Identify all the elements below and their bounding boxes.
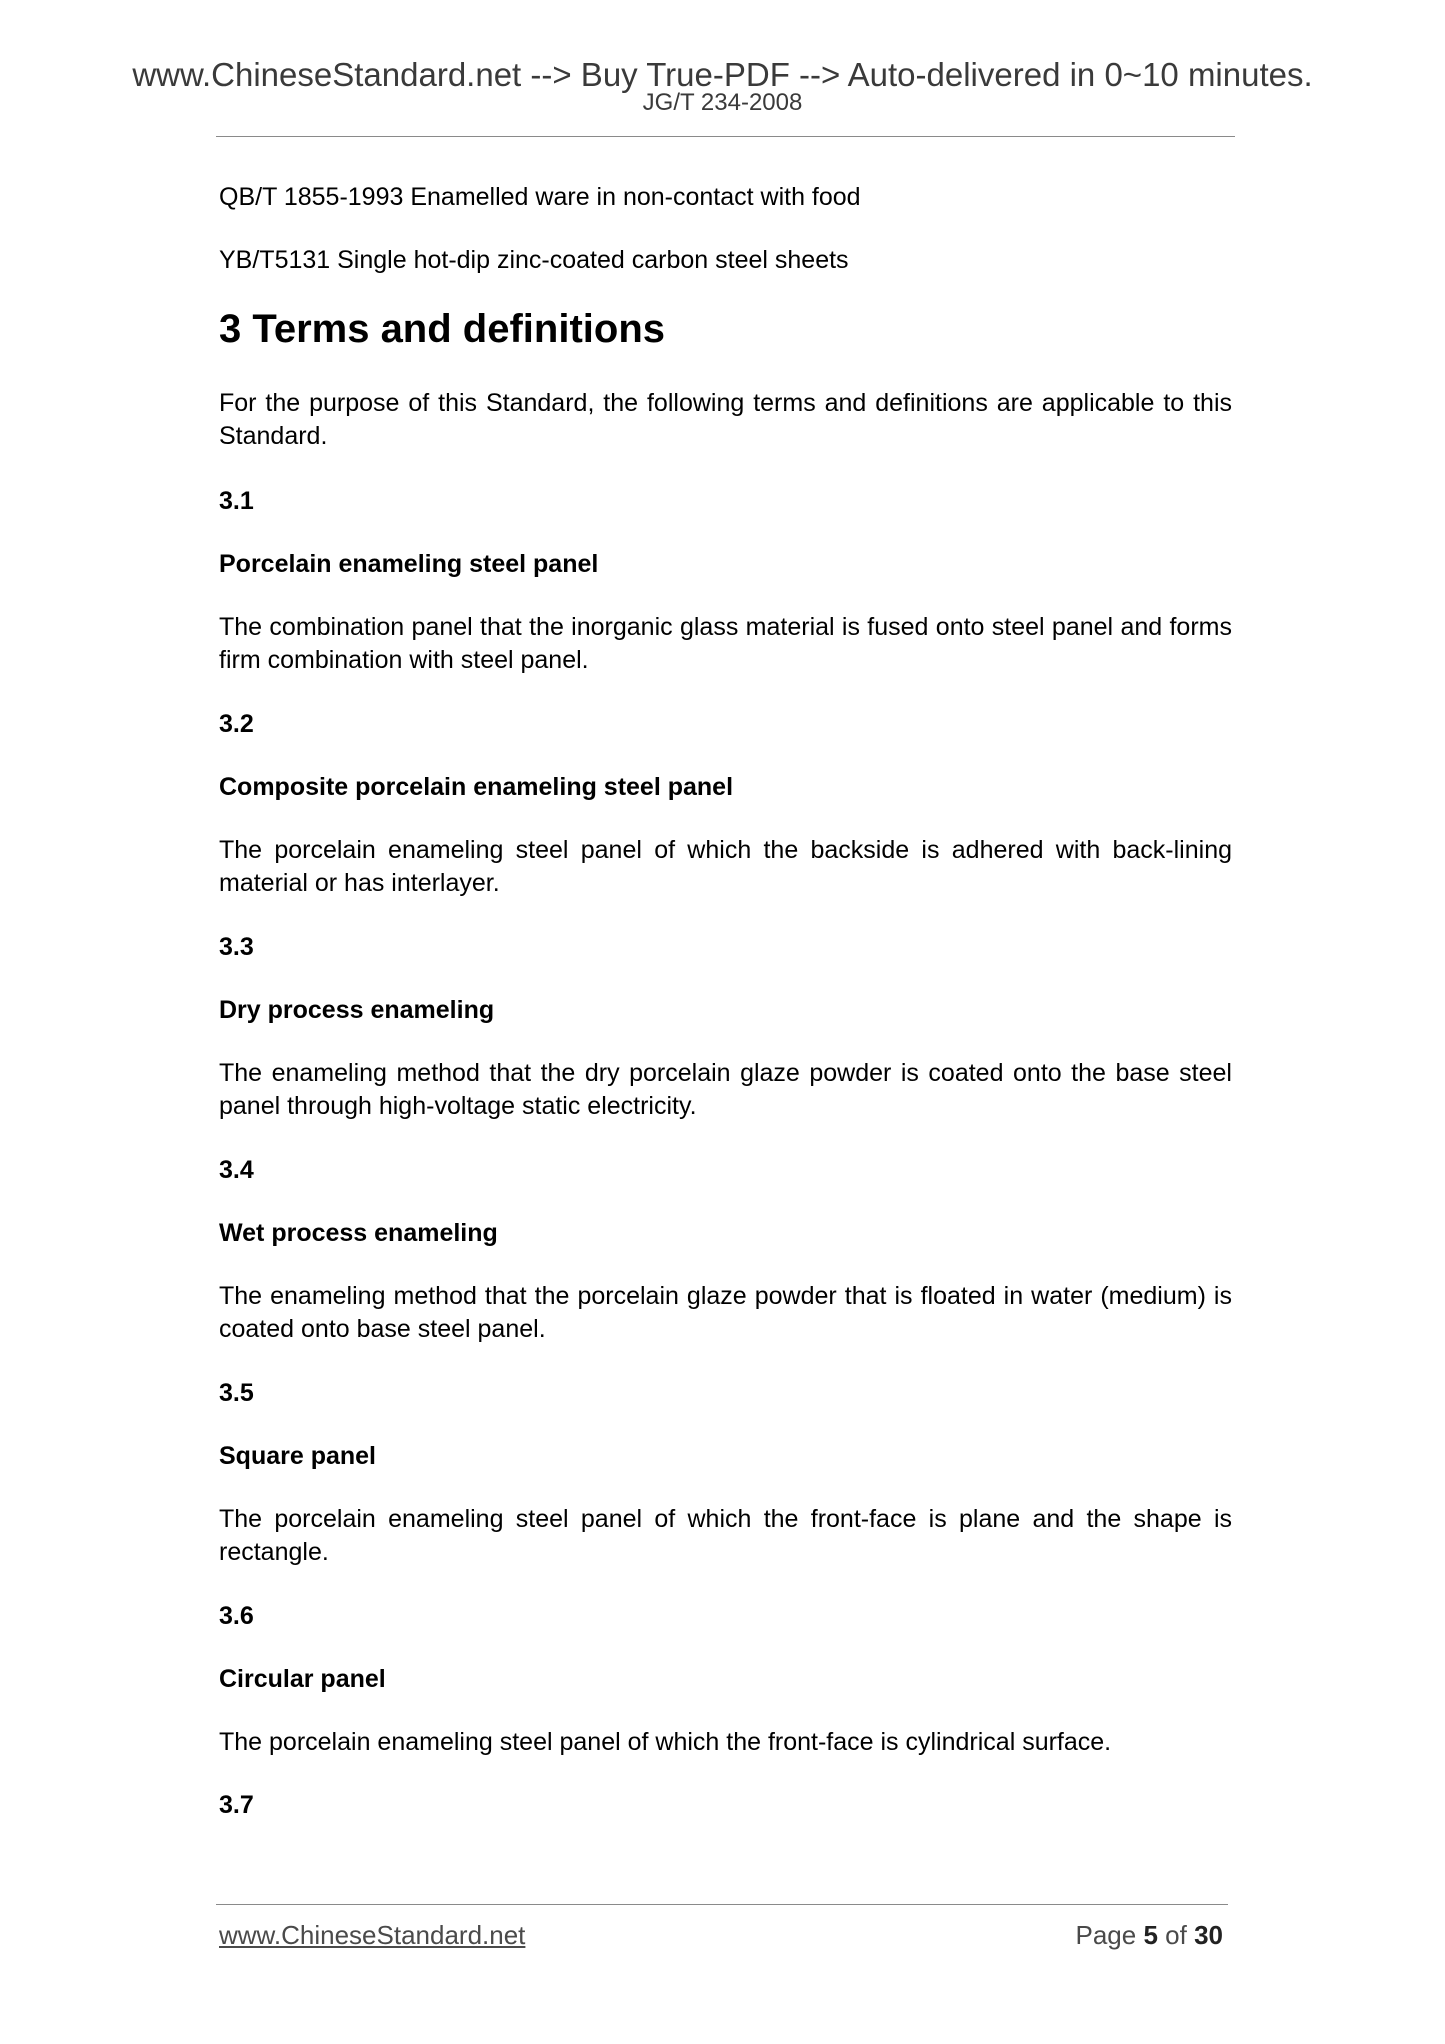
term-definition: The enameling method that the dry porcelain glaze powder is coated onto the base steel panel through high-voltage static electricity. — [219, 1059, 1232, 1120]
term-number: 3.4 — [219, 1156, 254, 1184]
reference-qbt-1855: QB/T 1855-1993 Enamelled ware in non-contact with food — [219, 183, 861, 211]
term-number: 3.3 — [219, 933, 254, 961]
page-current: 5 — [1143, 1920, 1158, 1950]
term-title: Circular panel — [219, 1665, 386, 1693]
term-definition: The porcelain enameling steel panel of which the front-face is cylindrical surface. — [219, 1728, 1112, 1756]
term-number: 3.5 — [219, 1379, 254, 1407]
term-title: Wet process enameling — [219, 1219, 498, 1247]
document-id: JG/T 234-2008 — [642, 89, 803, 116]
section-title: 3 Terms and definitions — [219, 307, 665, 351]
promo-banner[interactable]: www.ChineseStandard.net --> Buy True-PDF --> Auto-delivered in 0~10 minutes. — [132, 56, 1313, 93]
page-label: Page — [1075, 1920, 1137, 1950]
term-number: 3.7 — [219, 1791, 254, 1819]
footer-site-link[interactable]: www.ChineseStandard.net — [219, 1920, 526, 1950]
term-definition: The porcelain enameling steel panel of which the front-face is plane and the shape is rectangle. — [219, 1505, 1232, 1566]
page-total: 30 — [1194, 1920, 1223, 1950]
page-indicator — [1075, 1920, 1223, 1950]
term-definition: The combination panel that the inorganic glass material is fused onto steel panel and forms firm combination with steel panel. — [219, 613, 1232, 674]
term-title: Porcelain enameling steel panel — [219, 550, 599, 578]
footer-divider — [216, 1904, 1228, 1905]
header-divider — [216, 136, 1235, 137]
term-number: 3.2 — [219, 710, 254, 738]
reference-ybt-5131: YB/T5131 Single hot-dip zinc-coated carbon steel sheets — [219, 246, 849, 274]
section-intro: For the purpose of this Standard, the following terms and definitions are applicable to this Standard. — [219, 389, 1232, 450]
term-title: Composite porcelain enameling steel panel — [219, 773, 734, 801]
term-title: Dry process enameling — [219, 996, 495, 1024]
term-definition: The porcelain enameling steel panel of which the backside is adhered with back-lining material or has interlayer. — [219, 836, 1232, 897]
term-number: 3.1 — [219, 487, 254, 515]
term-title: Square panel — [219, 1442, 376, 1470]
term-number: 3.6 — [219, 1602, 254, 1630]
page-of: of — [1165, 1920, 1187, 1950]
term-definition: The enameling method that the porcelain glaze powder that is floated in water (medium) is coated onto base steel panel. — [219, 1282, 1232, 1343]
